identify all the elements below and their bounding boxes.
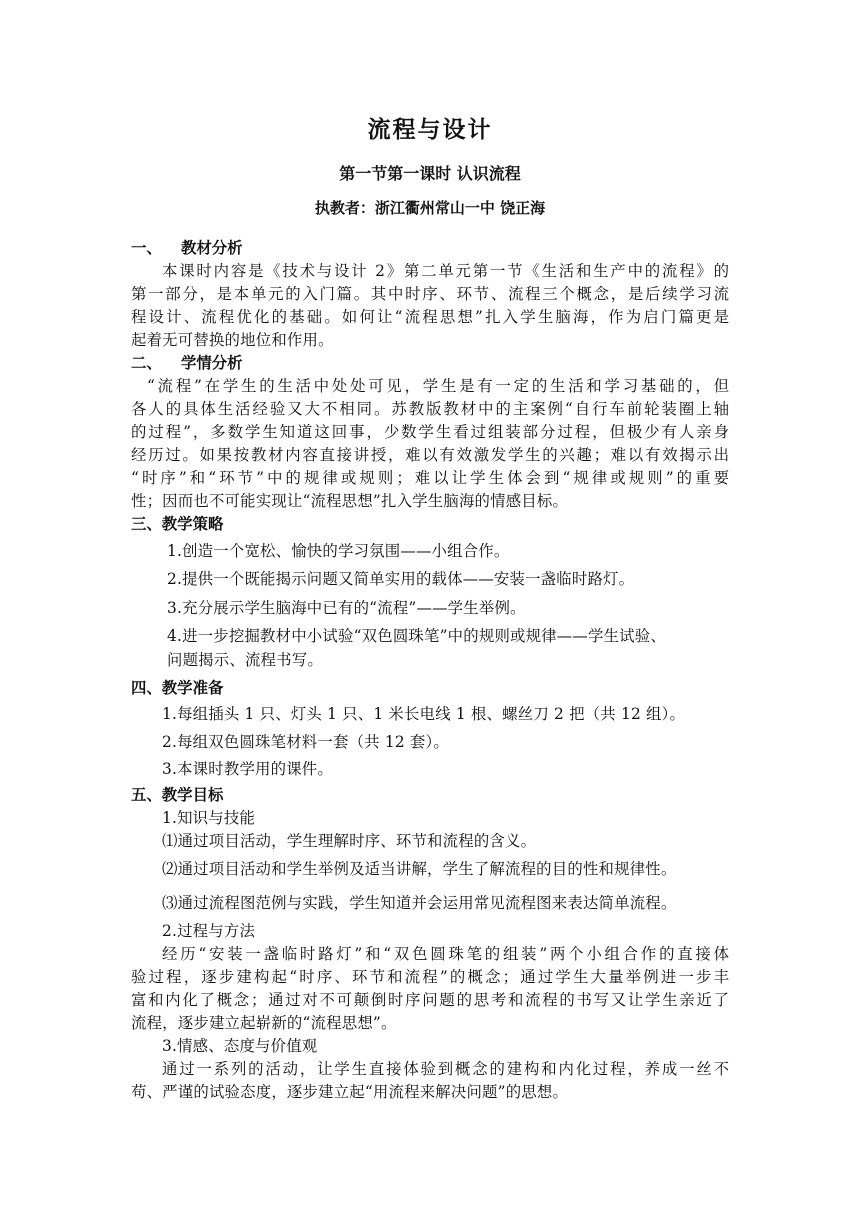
subsection-title: 2.过程与方法 [162, 922, 256, 940]
list-item: ⑴通过项目活动，学生理解时序、环节和流程的含义。 [162, 832, 537, 850]
paragraph-line: 经历“安装一盏临时路灯”和“双色圆珠笔的组装”两个小组合作的直接体 [162, 945, 729, 963]
author-line: 执教者：浙江衢州常山一中 饶正海 [314, 199, 546, 217]
subsection-title: 3.情感、态度与价值观 [162, 1037, 318, 1055]
paragraph-line: 流程，逐步建立起崭新的“流程思想”。 [131, 1014, 397, 1032]
list-item: 2.每组双色圆珠笔材料一套（共 12 套）。 [162, 733, 450, 751]
paragraph-line: 各人的具体生活经验又大不相同。苏教版教材中的主案例“自行车前轮装圈上轴 [131, 400, 729, 418]
paragraph-line: 的过程”，多数学生知道这回事，少数学生看过组装部分过程，但极少有人亲身 [131, 423, 729, 441]
paragraph-line: 本课时内容是《技术与设计 2》第二单元第一节《生活和生产中的流程》的 [162, 262, 729, 280]
paragraph-line: 经历过。如果按教材内容直接讲授，难以有效激发学生的兴趣；难以有效揭示出 [131, 446, 729, 464]
document-title: 流程与设计 [367, 116, 493, 143]
list-item: 1.创造一个宽松、愉快的学习氛围——小组合作。 [167, 542, 510, 560]
list-item: ⑶通过流程图范例与实践，学生知道并会运用常见流程图来表达简单流程。 [162, 894, 677, 912]
section-heading-textbook-analysis: 一、 教材分析 [131, 239, 243, 257]
paragraph-line: 起着无可替换的地位和作用。 [131, 331, 334, 349]
section-heading-student-analysis: 二、 学情分析 [131, 354, 243, 372]
list-item: 1.每组插头 1 只、灯头 1 只、1 米长电线 1 根、螺丝刀 2 把（共 12 组）。 [162, 705, 686, 723]
paragraph-line: 性；因而也不可能实现让“流程思想”扎入学生脑海的情感目标。 [131, 492, 569, 510]
list-item: 3.本课时教学用的课件。 [162, 760, 333, 778]
paragraph-line: “时序”和“环节”中的规律或规则；难以让学生体会到“规律或规则”的重要 [131, 469, 729, 487]
paragraph-line: 通过一系列的活动，让学生直接体验到概念的建构和内化过程，养成一丝不 [162, 1060, 729, 1078]
list-item: ⑵通过项目活动和学生举例及适当讲解，学生了解流程的目的性和规律性。 [162, 860, 677, 878]
paragraph-line: “流程”在学生的生活中处处可见，学生是有一定的生活和学习基础的，但 [147, 377, 729, 395]
section-heading-teaching-preparation: 四、教学准备 [131, 679, 224, 697]
paragraph-line: 苟、严谨的试验态度，逐步建立起“用流程来解决问题”的思想。 [131, 1083, 569, 1101]
list-item-continuation: 问题揭示、流程书写。 [167, 651, 323, 669]
paragraph-line: 富和内化了概念；通过对不可颠倒时序问题的思考和流程的书写又让学生亲近了 [131, 991, 729, 1009]
section-heading-teaching-strategy: 三、教学策略 [131, 515, 224, 533]
paragraph-line: 程设计、流程优化的基础。如何让“流程思想”扎入学生脑海，作为启门篇更是 [131, 308, 729, 326]
list-item: 3.充分展示学生脑海中已有的“流程”——学生举例。 [167, 599, 526, 617]
paragraph-line: 验过程，逐步建构起“时序、环节和流程”的概念；通过学生大量举例进一步丰 [131, 968, 729, 986]
list-item: 4.进一步挖掘教材中小试验“双色圆珠笔”中的规则或规律——学生试验、 [167, 627, 666, 645]
list-item: 2.提供一个既能揭示问题又简单实用的载体——安装一盏临时路灯。 [167, 570, 635, 588]
subsection-title: 1.知识与技能 [162, 809, 256, 827]
lesson-subtitle: 第一节第一课时 认识流程 [339, 164, 521, 183]
section-heading-teaching-objectives: 五、教学目标 [131, 786, 224, 804]
paragraph-line: 第一部分，是本单元的入门篇。其中时序、环节、流程三个概念，是后续学习流 [131, 285, 729, 303]
